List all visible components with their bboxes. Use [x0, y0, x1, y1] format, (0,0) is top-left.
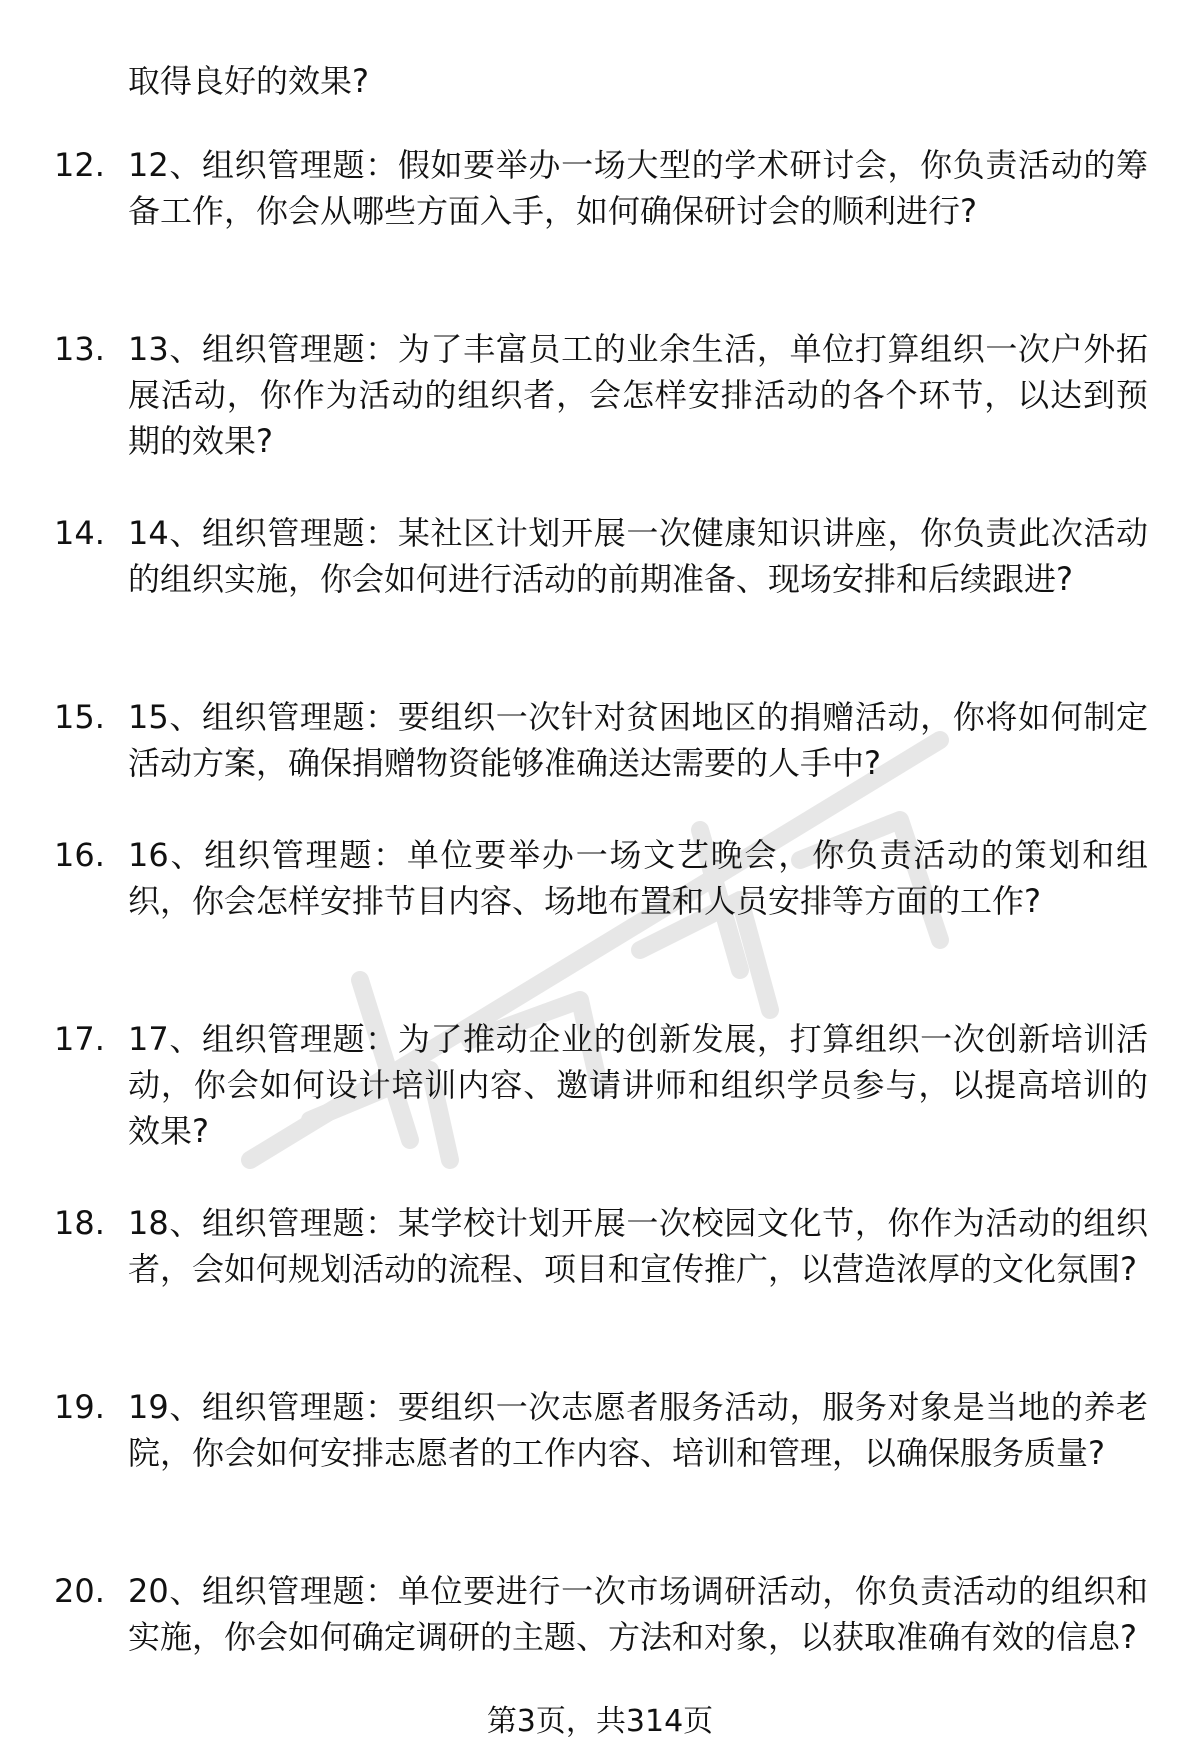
question-number: 19. — [54, 1388, 105, 1426]
question-list — [0, 142, 1200, 1752]
question-text: 14、组织管理题：某社区计划开展一次健康知识讲座，你负责此次活动的组织实施，你会如何进行活动的前期准备、现场安排和后续跟进? — [128, 514, 1148, 598]
question-item — [0, 832, 1200, 1016]
page-number-footer: 第3页，共314页 — [486, 1704, 714, 1739]
question-text: 15、组织管理题：要组织一次针对贫困地区的捐赠活动，你将如何制定活动方案，确保捐赠物资能够准确送达需要的人手中? — [128, 698, 1148, 782]
question-number: 15. — [54, 698, 105, 736]
question-item — [0, 142, 1200, 326]
question-number: 20. — [54, 1572, 105, 1610]
question-number: 12. — [54, 146, 105, 184]
question-item — [0, 510, 1200, 694]
question-number: 16. — [54, 836, 105, 874]
question-text: 18、组织管理题：某学校计划开展一次校园文化节，你作为活动的组织者，会如何规划活动的流程、项目和宣传推广，以营造浓厚的文化氛围? — [128, 1204, 1148, 1288]
question-item — [0, 1384, 1200, 1568]
question-number: 13. — [54, 330, 105, 368]
question-item — [0, 1016, 1200, 1200]
question-number: 17. — [54, 1020, 105, 1058]
question-text: 20、组织管理题：单位要进行一次市场调研活动，你负责活动的组织和实施，你会如何确定调研的主题、方法和对象，以获取准确有效的信息? — [128, 1572, 1148, 1656]
question-text: 17、组织管理题：为了推动企业的创新发展，打算组织一次创新培训活动，你会如何设计培训内容、邀请讲师和组织学员参与，以提高培训的效果? — [128, 1020, 1148, 1150]
question-item — [0, 694, 1200, 832]
question-item — [0, 326, 1200, 510]
question-text: 13、组织管理题：为了丰富员工的业余生活，单位打算组织一次户外拓展活动，你作为活动的组织者，会怎样安排活动的各个环节，以达到预期的效果? — [128, 330, 1148, 460]
question-item — [0, 1200, 1200, 1384]
question-text: 19、组织管理题：要组织一次志愿者服务活动，服务对象是当地的养老院，你会如何安排志愿者的工作内容、培训和管理，以确保服务质量? — [128, 1388, 1148, 1472]
continuation-text: 取得良好的效果? — [128, 62, 369, 100]
question-number: 18. — [54, 1204, 105, 1242]
question-text: 12、组织管理题：假如要举办一场大型的学术研讨会，你负责活动的筹备工作，你会从哪些方面入手，如何确保研讨会的顺利进行? — [128, 146, 1148, 230]
question-text: 16、组织管理题：单位要举办一场文艺晚会，你负责活动的策划和组织，你会怎样安排节目内容、场地布置和人员安排等方面的工作? — [128, 836, 1148, 920]
question-number: 14. — [54, 514, 105, 552]
